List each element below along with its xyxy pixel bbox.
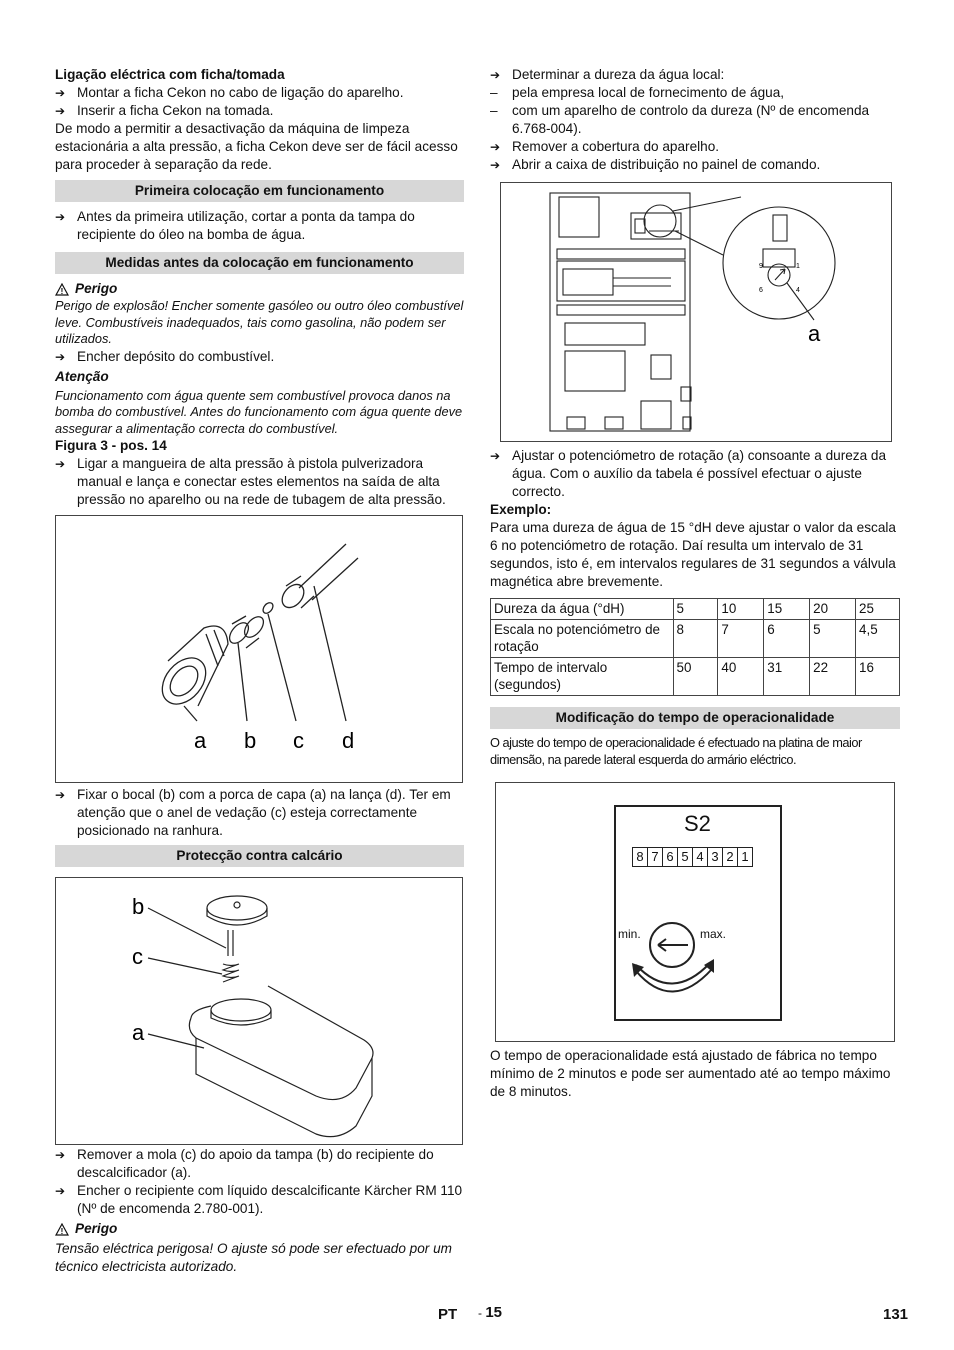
arrow-icon: ➔: [55, 349, 66, 364]
s2-board: [614, 805, 782, 1021]
s2-digit: 3: [708, 847, 723, 867]
svg-text:!: !: [60, 1226, 64, 1236]
dial-mark-4: 4: [796, 287, 800, 294]
atencao-label: Atenção: [55, 368, 109, 384]
footer-page-number: 131: [883, 1306, 909, 1323]
right-column: [490, 66, 900, 1101]
arrow-icon: ➔: [55, 86, 66, 100]
heading-medidas: Medidas antes da colocação em funcionamento: [55, 252, 464, 274]
step-remover-cobertura: ➔ Remover a cobertura do aparelho.: [490, 139, 720, 154]
table-row: Escala no potenciómetro de rotação 8 7 6 5 4,5: [491, 620, 900, 658]
label-b: b: [132, 894, 145, 919]
footer-lang: PT: [438, 1306, 458, 1323]
label-a: a: [132, 1020, 145, 1045]
s2-digit: 7: [648, 847, 663, 867]
figure-descaler: [55, 877, 463, 1145]
figure-nozzle-assembly: [55, 515, 463, 783]
arrow-icon: ➔: [55, 457, 66, 471]
step-ajustar: ➔ Ajustar o potenciómetro de rotação (a) consoante a dureza da água. Com o auxílio da tabela é possível efectuar o ajuste correcto.: [490, 448, 887, 499]
arrow-icon: ➔: [55, 1148, 66, 1162]
arrow-icon: ➔: [55, 210, 66, 224]
nozzle-illustration: [56, 516, 462, 782]
step-determinar: ➔ Determinar a dureza da água local:: [490, 67, 725, 82]
s2-digit: 4: [693, 847, 708, 867]
dial-mark-6: 6: [759, 287, 763, 294]
perigo-text: Perigo de explosão! Encher somente gasóleo ou outro óleo combustível leve. Combustíveis inadequados, tais como gasolina, não podem ser utilizados.: [55, 298, 464, 346]
dial-mark-1: 1: [796, 263, 800, 270]
descaler-illustration: [56, 878, 462, 1144]
rotary-dial-icon: [616, 807, 776, 1017]
s2-digit: 5: [678, 847, 693, 867]
arrow-icon: ➔: [490, 68, 501, 82]
dial-mark-9: 9: [759, 263, 763, 270]
warning-perigo: ! Perigo: [55, 280, 464, 298]
s2-title: S2: [684, 811, 711, 836]
label-c: c: [132, 944, 143, 969]
table-row: Dureza da água (°dH) 5 10 15 20 25: [491, 599, 900, 620]
exemplo-text: Para uma dureza de água de 15 °dH deve ajustar o valor da escala 6 no potenciómetro de rotação. Daí resulta um intervalo de 31 segundos, isto é, em intervalos regulares de 31 segundos a válvula magnética abre brevemente.: [490, 520, 896, 589]
label-c: c: [293, 728, 304, 753]
label-b: b: [244, 728, 257, 753]
step-cortar: ➔ Antes da primeira utilização, cortar a ponta da tampa do recipiente do óleo na bomba de água.: [55, 209, 415, 242]
arrow-icon: ➔: [55, 1184, 66, 1198]
arrow-icon: ➔: [55, 788, 66, 802]
arrow-icon: ➔: [490, 449, 501, 463]
exemplo-label: Exemplo:: [490, 502, 552, 517]
control-box-illustration: [501, 183, 891, 441]
figure-ref: Figura 3 - pos. 14: [55, 438, 167, 453]
hardness-table: [490, 598, 900, 696]
label-a: a: [194, 728, 207, 753]
footer-section: - 15: [478, 1304, 503, 1321]
left-column: [55, 66, 464, 1276]
tempo-text: O tempo de operacionalidade está ajustado de fábrica no tempo mínimo de 2 minutos e pode ser aumentado até ao tempo máximo de 8 minutos.: [490, 1048, 891, 1099]
s2-digit: 6: [663, 847, 678, 867]
step-ligar: ➔ Ligar a mangueira de alta pressão à pistola pulverizadora manual e lança e conectar estes elementos na saída de alta pressão no aparelho ou na rede de tubagem de alta pressão.: [55, 456, 446, 507]
s2-min-label: min.: [618, 927, 641, 941]
label-d: d: [342, 728, 355, 753]
step-remover-mola: ➔ Remover a mola (c) do apoio da tampa (b) do recipiente do descalcificador (a).: [55, 1147, 434, 1180]
ajuste-text: O ajuste do tempo de operacionalidade é efectuado na platina de maior dimensão, na parede lateral esquerda do armário eléctrico.: [490, 735, 862, 767]
dash-item-1: – pela empresa local de fornecimento de água,: [490, 85, 785, 100]
heading-primeira-colocacao: Primeira colocação em funcionamento: [55, 180, 464, 202]
heading-operacionalidade: Modificação do tempo de operacionalidade: [490, 707, 900, 729]
svg-text:!: !: [60, 286, 64, 296]
perigo2-text: Tensão eléctrica perigosa! O ajuste só pode ser efectuado por um técnico electricista autorizado.: [55, 1241, 452, 1274]
section-title-ligacao: Ligação eléctrica com ficha/tomada: [55, 67, 285, 82]
s2-digit: 8: [632, 847, 648, 867]
arrow-icon: ➔: [490, 158, 501, 172]
table-row: Tempo de intervalo (segundos) 50 40 31 22 16: [491, 658, 900, 696]
step-montar: ➔ Montar a ficha Cekon no cabo de ligação do aparelho.: [55, 85, 404, 100]
warning-triangle-icon: [55, 1223, 69, 1236]
step-encher-deposito: ➔ Encher depósito do combustível.: [55, 348, 275, 364]
step-fixar: ➔ Fixar o bocal (b) com a porca de capa (a) na lança (d). Ter em atenção que o anel de vedação (c) esteja correctamente posicionado na ranhura.: [55, 787, 451, 838]
warning-perigo-2: ! Perigo: [55, 1220, 464, 1238]
step-encher-recipiente: ➔ Encher o recipiente com líquido descalcificante Kärcher RM 110 (Nº de encomenda 2.780-001).: [55, 1183, 463, 1216]
s2-digit: 1: [738, 847, 753, 867]
warning-triangle-icon: [55, 283, 69, 296]
figure-control-box: [500, 182, 892, 442]
arrow-icon: ➔: [55, 104, 66, 118]
dash-item-2: – com um aparelho de controlo da dureza (Nº de encomenda 6.768-004).: [490, 103, 870, 136]
step-abrir: ➔ Abrir a caixa de distribuição no painel de comando.: [490, 157, 821, 172]
arrow-icon: ➔: [490, 140, 501, 154]
atencao-text: Funcionamento com água quente sem combustível provoca danos na bomba do combustível. Antes do funcionamento com água quente deve assegurar a alimentação correcta do combustível.: [55, 387, 463, 436]
para-cekon: De modo a permitir a desactivação da máquina de limpeza estacionária a alta pressão, a ficha Cekon deve ser de fácil acesso para proceder à separação da rede.: [55, 121, 458, 172]
s2-digit: 2: [723, 847, 738, 867]
label-a: a: [808, 321, 821, 346]
step-inserir: ➔ Inserir a ficha Cekon na tomada.: [55, 103, 274, 118]
heading-calcario: Protecção contra calcário: [55, 845, 464, 867]
figure-s2-switch: [495, 782, 895, 1042]
s2-max-label: max.: [700, 927, 727, 941]
